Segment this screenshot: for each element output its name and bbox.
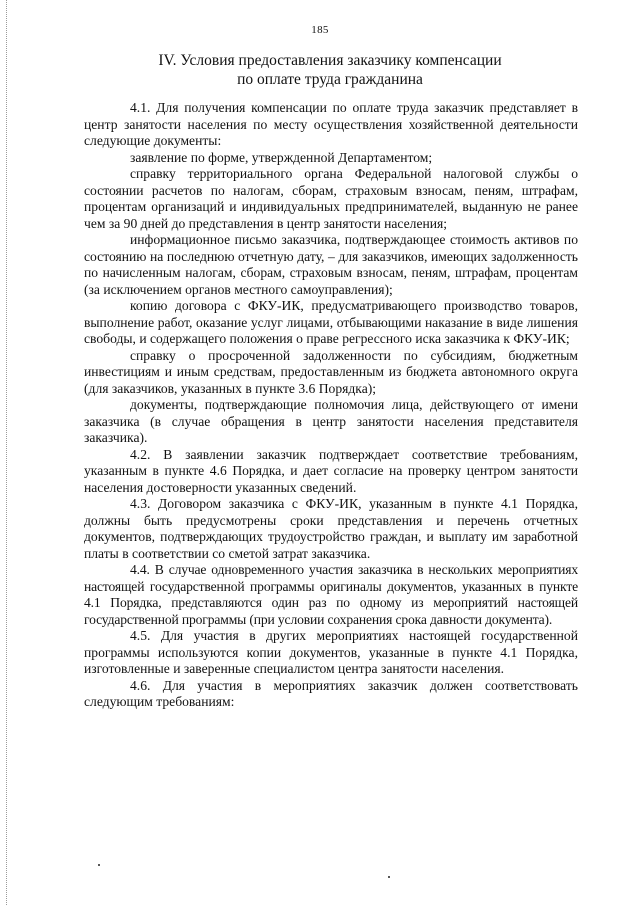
section-title-line-2: по оплате труда гражданина bbox=[237, 71, 423, 88]
scan-speck bbox=[98, 864, 100, 866]
paragraph-4-5: 4.5. Для участия в других мероприятиях настоящей государственной программы используются копии документов, указанные в пункте 4.1 Порядка, изготовленные и заверенные специалистом центра занятости населения. bbox=[84, 628, 578, 676]
scan-speck bbox=[388, 876, 390, 878]
paragraph-4-1: 4.1. Для получения компенсации по оплате труда заказчик представляет в центр занятости населения по месту осуществления хозяйственной деятельности следующие документы: bbox=[84, 100, 578, 148]
scan-edge-border bbox=[6, 0, 7, 905]
list-item-authority-documents: документы, подтверждающие полномочия лица, действующего от имени заказчика (в случае обращения в центр занятости населения представителя заказчика). bbox=[84, 397, 578, 445]
page-number: 185 bbox=[311, 24, 329, 36]
paragraph-4-6: 4.6. Для участия в мероприятиях заказчик должен соответствовать следующим требованиям: bbox=[84, 677, 578, 709]
list-item-contract-copy: копию договора с ФКУ-ИК, предусматривающего производство товаров, выполнение работ, оказание услуг лицами, отбывающими наказание в виде лишения свободы, и содержащего положения о праве регрессного иска заказчика к ФКУ-ИК; bbox=[84, 298, 578, 346]
list-item-info-letter: информационное письмо заказчика, подтверждающее стоимость активов по состоянию на последнюю отчетную дату, – для заказчиков, имеющих задолженность по начисленным налогам, сборам, страховым взносам, пеням, штрафам, процентам (за исключением органов местного самоуправления); bbox=[84, 232, 578, 297]
paragraph-4-3: 4.3. Договором заказчика с ФКУ-ИК, указанным в пункте 4.1 Порядка, должны быть предусмотрены сроки представления и перечень отчетных документов, подтверждающих трудоустройство граждан, и выплату им заработной платы в соответствии со сметой затрат заказчика. bbox=[84, 496, 578, 561]
paragraph-4-2: 4.2. В заявлении заказчик подтверждает соответствие требованиям, указанным в пункте 4.6 Порядка, и дает согласие на проверку центром занятости населения достоверности указанных сведений. bbox=[84, 446, 578, 495]
document-body bbox=[84, 100, 578, 711]
section-title-line-1: IV. Условия предоставления заказчику компенсации bbox=[158, 52, 502, 69]
paragraph-4-4: 4.4. В случае одновременного участия заказчика в нескольких мероприятиях настоящей государственной программы оригиналы документов, указанных в пункте 4.1 Порядка, представляются один раз по одному из мероприятий настоящей государственной программы (при условии сохранения срока давности документа). bbox=[84, 562, 578, 627]
section-title bbox=[60, 51, 600, 89]
list-item-application: заявление по форме, утвержденной Департаментом; bbox=[130, 149, 433, 165]
list-item-debt-certificate: справку о просроченной задолженности по субсидиям, бюджетным инвестициям и иным средствам, предоставленным из бюджета автономного округа (для заказчиков, указанных в пункте 3.6 Порядка); bbox=[84, 347, 578, 396]
list-item-tax-certificate: справку территориального органа Федеральной налоговой службы о состоянии расчетов по налогам, сборам, страховым взносам, пеням, штрафам, процентам организаций и индивидуальных предпринимателей, выданную не ранее чем за 90 дней до представления в центр занятости населения; bbox=[84, 166, 578, 231]
